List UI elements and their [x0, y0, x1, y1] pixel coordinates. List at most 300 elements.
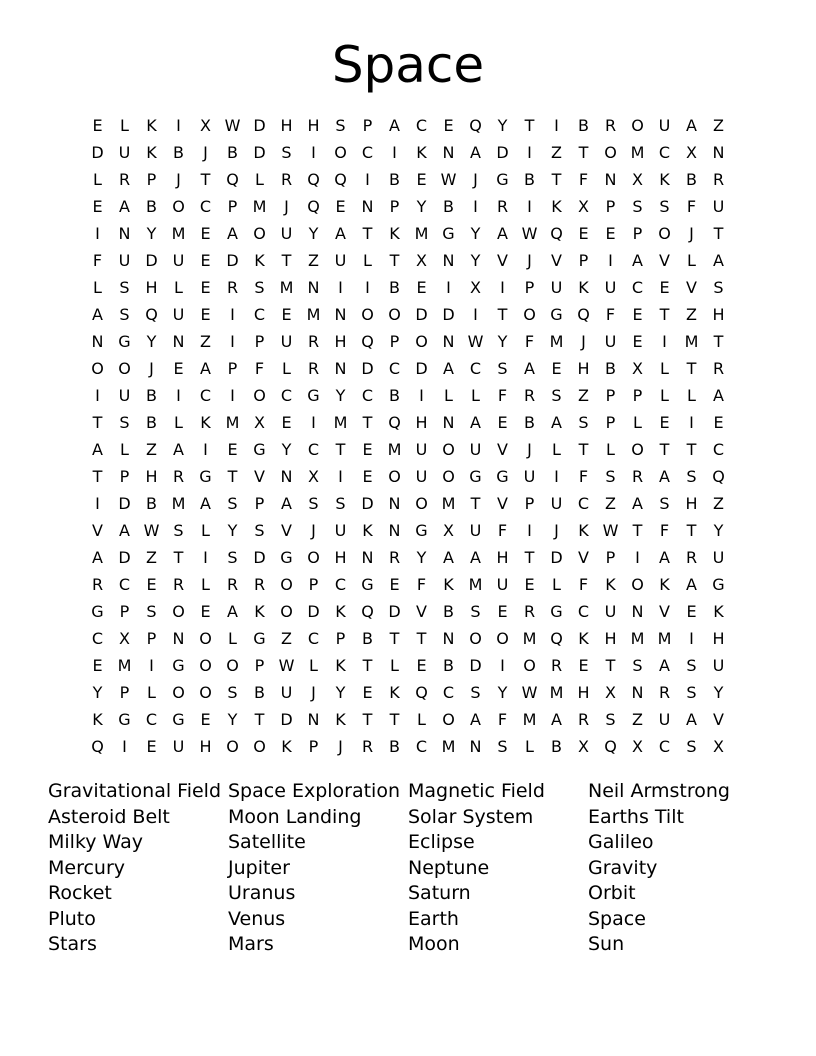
grid-letter[interactable]: Y — [146, 224, 157, 243]
grid-letter[interactable]: O — [172, 602, 185, 621]
grid-letter[interactable]: J — [311, 683, 316, 702]
grid-letter[interactable]: N — [469, 737, 482, 756]
grid-letter[interactable]: G — [361, 575, 374, 594]
grid-letter[interactable]: H — [307, 116, 320, 135]
grid-letter[interactable]: L — [606, 440, 615, 459]
grid-letter[interactable]: O — [604, 143, 617, 162]
grid-letter[interactable]: D — [469, 656, 482, 675]
grid-letter[interactable]: J — [527, 440, 532, 459]
grid-letter[interactable]: G — [91, 602, 104, 621]
grid-letter[interactable]: Z — [713, 116, 724, 135]
grid-letter[interactable]: I — [527, 143, 532, 162]
grid-letter[interactable]: B — [389, 170, 400, 189]
grid-letter[interactable]: G — [172, 710, 185, 729]
grid-letter[interactable]: Z — [605, 494, 616, 513]
grid-letter[interactable]: Q — [334, 170, 347, 189]
grid-letter[interactable]: O — [307, 548, 320, 567]
grid-letter[interactable]: A — [524, 359, 535, 378]
grid-letter[interactable]: T — [551, 170, 562, 189]
grid-letter[interactable]: U — [334, 251, 347, 270]
grid-letter[interactable]: X — [632, 170, 643, 189]
grid-letter[interactable]: G — [199, 467, 212, 486]
grid-letter[interactable]: E — [281, 305, 292, 324]
grid-letter[interactable]: F — [254, 359, 265, 378]
grid-letter[interactable]: P — [254, 656, 265, 675]
grid-letter[interactable]: I — [122, 737, 127, 756]
grid-letter[interactable]: T — [92, 413, 103, 432]
grid-letter[interactable]: Z — [308, 251, 319, 270]
grid-letter[interactable]: Y — [146, 332, 157, 351]
grid-letter[interactable]: R — [118, 170, 131, 189]
grid-letter[interactable]: C — [658, 143, 671, 162]
grid-letter[interactable]: U — [550, 494, 563, 513]
grid-letter[interactable]: O — [253, 737, 266, 756]
grid-letter[interactable]: U — [550, 278, 563, 297]
grid-letter[interactable]: K — [389, 224, 400, 243]
grid-letter[interactable]: E — [443, 116, 454, 135]
grid-letter[interactable]: D — [226, 251, 239, 270]
grid-letter[interactable]: R — [280, 170, 293, 189]
grid-letter[interactable]: H — [199, 737, 212, 756]
grid-letter[interactable]: H — [604, 629, 617, 648]
grid-letter[interactable]: T — [362, 413, 373, 432]
grid-letter[interactable]: A — [92, 440, 103, 459]
grid-letter[interactable]: Q — [307, 197, 320, 216]
grid-letter[interactable]: C — [577, 602, 590, 621]
grid-letter[interactable]: S — [686, 737, 697, 756]
grid-letter[interactable]: R — [226, 278, 239, 297]
grid-letter[interactable]: P — [632, 224, 643, 243]
grid-letter[interactable]: O — [118, 359, 131, 378]
grid-letter[interactable]: N — [388, 521, 401, 540]
grid-letter[interactable]: M — [117, 656, 132, 675]
grid-letter[interactable]: L — [120, 116, 129, 135]
grid-letter[interactable]: O — [388, 467, 401, 486]
grid-letter[interactable]: C — [307, 629, 320, 648]
grid-letter[interactable]: N — [307, 278, 320, 297]
grid-letter[interactable]: N — [604, 170, 617, 189]
grid-letter[interactable]: I — [473, 197, 478, 216]
grid-letter[interactable]: I — [176, 116, 181, 135]
grid-letter[interactable]: A — [92, 305, 103, 324]
grid-letter[interactable]: E — [92, 656, 103, 675]
grid-letter[interactable]: D — [253, 548, 266, 567]
grid-letter[interactable]: P — [362, 116, 373, 135]
grid-letter[interactable]: P — [308, 575, 319, 594]
grid-letter[interactable]: Q — [361, 602, 374, 621]
grid-letter[interactable]: X — [713, 737, 724, 756]
grid-letter[interactable]: S — [119, 305, 130, 324]
grid-letter[interactable]: S — [227, 683, 238, 702]
grid-letter[interactable]: Y — [470, 224, 481, 243]
grid-letter[interactable]: A — [686, 575, 697, 594]
grid-letter[interactable]: D — [307, 602, 320, 621]
grid-letter[interactable]: E — [173, 359, 184, 378]
grid-letter[interactable]: S — [497, 359, 508, 378]
grid-letter[interactable]: E — [281, 413, 292, 432]
grid-letter[interactable]: R — [361, 737, 374, 756]
grid-letter[interactable]: K — [659, 575, 670, 594]
grid-letter[interactable]: O — [631, 575, 644, 594]
grid-letter[interactable]: L — [201, 575, 210, 594]
grid-letter[interactable]: M — [630, 629, 645, 648]
grid-letter[interactable]: Y — [497, 332, 508, 351]
grid-letter[interactable]: J — [338, 737, 343, 756]
grid-letter[interactable]: Y — [281, 440, 292, 459]
grid-letter[interactable]: J — [284, 197, 289, 216]
grid-letter[interactable]: W — [521, 224, 538, 243]
grid-letter[interactable]: B — [389, 737, 400, 756]
grid-letter[interactable]: D — [91, 143, 104, 162]
grid-letter[interactable]: I — [176, 386, 181, 405]
grid-letter[interactable]: P — [119, 467, 130, 486]
grid-letter[interactable]: O — [280, 602, 293, 621]
grid-letter[interactable]: Q — [550, 629, 563, 648]
grid-letter[interactable]: G — [280, 548, 293, 567]
grid-letter[interactable]: L — [282, 359, 291, 378]
grid-letter[interactable]: B — [686, 170, 697, 189]
grid-letter[interactable]: M — [252, 197, 267, 216]
grid-letter[interactable]: V — [254, 467, 265, 486]
grid-letter[interactable]: B — [524, 413, 535, 432]
grid-letter[interactable]: R — [550, 656, 563, 675]
grid-letter[interactable]: M — [387, 440, 402, 459]
grid-letter[interactable]: Z — [200, 332, 211, 351]
grid-letter[interactable]: A — [470, 710, 481, 729]
grid-letter[interactable]: Y — [227, 521, 238, 540]
grid-letter[interactable]: C — [253, 305, 266, 324]
grid-letter[interactable]: H — [145, 278, 158, 297]
grid-letter[interactable]: O — [172, 683, 185, 702]
grid-letter[interactable]: A — [443, 548, 454, 567]
grid-letter[interactable]: S — [227, 548, 238, 567]
grid-letter[interactable]: B — [362, 629, 373, 648]
grid-letter[interactable]: I — [203, 440, 208, 459]
grid-letter[interactable]: U — [280, 332, 293, 351]
grid-letter[interactable]: M — [549, 332, 564, 351]
grid-letter[interactable]: F — [497, 710, 508, 729]
grid-letter[interactable]: K — [416, 143, 427, 162]
grid-letter[interactable]: O — [91, 359, 104, 378]
grid-letter[interactable]: P — [227, 197, 238, 216]
grid-letter[interactable]: T — [362, 656, 373, 675]
grid-letter[interactable]: M — [333, 413, 348, 432]
grid-letter[interactable]: T — [659, 305, 670, 324]
grid-letter[interactable]: Y — [470, 251, 481, 270]
grid-letter[interactable]: M — [468, 575, 483, 594]
grid-letter[interactable]: P — [605, 197, 616, 216]
grid-letter[interactable]: T — [227, 467, 238, 486]
grid-letter[interactable]: N — [307, 710, 320, 729]
grid-letter[interactable]: B — [443, 602, 454, 621]
grid-letter[interactable]: N — [172, 332, 185, 351]
grid-letter[interactable]: I — [338, 278, 343, 297]
grid-letter[interactable]: A — [713, 251, 724, 270]
grid-letter[interactable]: A — [281, 494, 292, 513]
grid-letter[interactable]: Z — [146, 440, 157, 459]
grid-letter[interactable]: J — [149, 359, 154, 378]
grid-letter[interactable]: N — [388, 494, 401, 513]
grid-letter[interactable]: E — [92, 116, 103, 135]
grid-letter[interactable]: Q — [604, 737, 617, 756]
grid-letter[interactable]: G — [415, 521, 428, 540]
grid-letter[interactable]: V — [92, 521, 103, 540]
grid-letter[interactable]: Q — [469, 116, 482, 135]
grid-letter[interactable]: R — [307, 359, 320, 378]
grid-letter[interactable]: I — [635, 548, 640, 567]
grid-letter[interactable]: G — [496, 170, 509, 189]
grid-letter[interactable]: X — [443, 521, 454, 540]
grid-letter[interactable]: Y — [713, 683, 724, 702]
grid-letter[interactable]: F — [578, 467, 589, 486]
grid-letter[interactable]: T — [389, 251, 400, 270]
grid-letter[interactable]: Y — [92, 683, 103, 702]
grid-letter[interactable]: P — [254, 494, 265, 513]
grid-letter[interactable]: Q — [226, 170, 239, 189]
grid-letter[interactable]: H — [415, 413, 428, 432]
grid-letter[interactable]: G — [118, 332, 131, 351]
grid-letter[interactable]: E — [92, 197, 103, 216]
grid-letter[interactable]: E — [200, 710, 211, 729]
grid-letter[interactable]: A — [227, 224, 238, 243]
grid-letter[interactable]: X — [200, 116, 211, 135]
grid-letter[interactable]: L — [471, 386, 480, 405]
grid-letter[interactable]: U — [496, 575, 509, 594]
grid-letter[interactable]: O — [388, 305, 401, 324]
grid-letter[interactable]: G — [253, 629, 266, 648]
grid-letter[interactable]: S — [254, 521, 265, 540]
grid-letter[interactable]: H — [145, 467, 158, 486]
grid-letter[interactable]: U — [172, 305, 185, 324]
grid-letter[interactable]: P — [605, 413, 616, 432]
grid-letter[interactable]: S — [632, 656, 643, 675]
grid-letter[interactable]: B — [146, 386, 157, 405]
grid-letter[interactable]: U — [172, 737, 185, 756]
grid-letter[interactable]: I — [608, 251, 613, 270]
grid-letter[interactable]: M — [684, 332, 699, 351]
grid-letter[interactable]: L — [255, 170, 264, 189]
grid-letter[interactable]: O — [253, 386, 266, 405]
grid-letter[interactable]: V — [659, 251, 670, 270]
grid-letter[interactable]: M — [657, 629, 672, 648]
grid-letter[interactable]: E — [659, 413, 670, 432]
grid-letter[interactable]: V — [416, 602, 427, 621]
grid-letter[interactable]: S — [173, 521, 184, 540]
grid-letter[interactable]: N — [442, 143, 455, 162]
grid-letter[interactable]: M — [441, 494, 456, 513]
grid-letter[interactable]: E — [416, 656, 427, 675]
grid-letter[interactable]: I — [527, 197, 532, 216]
grid-letter[interactable]: X — [119, 629, 130, 648]
grid-letter[interactable]: U — [712, 656, 725, 675]
grid-letter[interactable]: U — [658, 116, 671, 135]
grid-letter[interactable]: R — [226, 575, 239, 594]
grid-letter[interactable]: J — [311, 521, 316, 540]
grid-letter[interactable]: A — [470, 413, 481, 432]
grid-letter[interactable]: O — [280, 575, 293, 594]
grid-letter[interactable]: F — [686, 197, 697, 216]
grid-letter[interactable]: K — [578, 278, 589, 297]
grid-letter[interactable]: E — [497, 602, 508, 621]
grid-letter[interactable]: O — [469, 629, 482, 648]
grid-letter[interactable]: O — [361, 305, 374, 324]
grid-letter[interactable]: D — [388, 602, 401, 621]
grid-letter[interactable]: K — [335, 656, 346, 675]
grid-letter[interactable]: T — [659, 440, 670, 459]
grid-letter[interactable]: S — [605, 467, 616, 486]
grid-letter[interactable]: I — [95, 386, 100, 405]
grid-letter[interactable]: T — [686, 521, 697, 540]
grid-letter[interactable]: R — [523, 386, 536, 405]
grid-letter[interactable]: B — [146, 494, 157, 513]
grid-letter[interactable]: L — [687, 386, 696, 405]
grid-letter[interactable]: L — [633, 413, 642, 432]
grid-letter[interactable]: L — [687, 251, 696, 270]
grid-letter[interactable]: V — [659, 602, 670, 621]
grid-letter[interactable]: F — [92, 251, 103, 270]
grid-letter[interactable]: H — [712, 305, 725, 324]
grid-letter[interactable]: I — [230, 305, 235, 324]
grid-letter[interactable]: E — [686, 602, 697, 621]
grid-letter[interactable]: I — [419, 386, 424, 405]
grid-letter[interactable]: I — [689, 413, 694, 432]
grid-letter[interactable]: O — [658, 224, 671, 243]
grid-letter[interactable]: T — [497, 305, 508, 324]
grid-letter[interactable]: O — [226, 737, 239, 756]
grid-letter[interactable]: N — [118, 224, 131, 243]
grid-letter[interactable]: R — [388, 548, 401, 567]
grid-letter[interactable]: H — [280, 116, 293, 135]
grid-letter[interactable]: W — [467, 332, 484, 351]
grid-letter[interactable]: L — [660, 359, 669, 378]
grid-letter[interactable]: U — [712, 197, 725, 216]
grid-letter[interactable]: A — [389, 116, 400, 135]
grid-letter[interactable]: D — [118, 494, 131, 513]
grid-letter[interactable]: R — [604, 116, 617, 135]
grid-letter[interactable]: A — [173, 440, 184, 459]
grid-letter[interactable]: Y — [227, 710, 238, 729]
grid-letter[interactable]: P — [524, 494, 535, 513]
grid-letter[interactable]: K — [335, 710, 346, 729]
grid-letter[interactable]: E — [578, 224, 589, 243]
grid-letter[interactable]: T — [524, 548, 535, 567]
grid-letter[interactable]: J — [554, 521, 559, 540]
grid-letter[interactable]: G — [496, 467, 509, 486]
grid-letter[interactable]: U — [658, 710, 671, 729]
grid-letter[interactable]: L — [552, 440, 561, 459]
grid-letter[interactable]: K — [362, 521, 373, 540]
grid-letter[interactable]: C — [280, 386, 293, 405]
grid-letter[interactable]: C — [199, 386, 212, 405]
grid-letter[interactable]: Y — [335, 683, 346, 702]
grid-letter[interactable]: B — [389, 386, 400, 405]
grid-letter[interactable]: A — [443, 359, 454, 378]
grid-letter[interactable]: V — [281, 521, 292, 540]
grid-letter[interactable]: M — [171, 494, 186, 513]
grid-letter[interactable]: C — [91, 629, 104, 648]
grid-letter[interactable]: D — [496, 143, 509, 162]
grid-letter[interactable]: S — [335, 116, 346, 135]
grid-letter[interactable]: I — [689, 629, 694, 648]
grid-letter[interactable]: G — [118, 710, 131, 729]
grid-letter[interactable]: T — [605, 656, 616, 675]
grid-letter[interactable]: A — [227, 602, 238, 621]
grid-letter[interactable]: Y — [335, 386, 346, 405]
grid-letter[interactable]: P — [524, 278, 535, 297]
grid-letter[interactable]: I — [95, 494, 100, 513]
grid-letter[interactable]: E — [497, 413, 508, 432]
grid-letter[interactable]: O — [442, 467, 455, 486]
grid-letter[interactable]: W — [224, 116, 241, 135]
grid-letter[interactable]: E — [659, 278, 670, 297]
grid-letter[interactable]: T — [200, 170, 211, 189]
grid-letter[interactable]: A — [632, 494, 643, 513]
grid-letter[interactable]: E — [362, 467, 373, 486]
grid-letter[interactable]: P — [227, 359, 238, 378]
grid-letter[interactable]: N — [442, 413, 455, 432]
grid-letter[interactable]: K — [335, 602, 346, 621]
grid-letter[interactable]: U — [280, 224, 293, 243]
grid-letter[interactable]: Y — [416, 197, 427, 216]
grid-letter[interactable]: V — [497, 440, 508, 459]
grid-letter[interactable]: X — [686, 143, 697, 162]
grid-letter[interactable]: K — [146, 116, 157, 135]
grid-letter[interactable]: P — [605, 548, 616, 567]
grid-letter[interactable]: B — [443, 197, 454, 216]
grid-letter[interactable]: I — [230, 332, 235, 351]
grid-letter[interactable]: J — [473, 170, 478, 189]
grid-letter[interactable]: T — [281, 251, 292, 270]
grid-letter[interactable]: S — [281, 143, 292, 162]
grid-letter[interactable]: C — [388, 359, 401, 378]
grid-letter[interactable]: P — [335, 629, 346, 648]
grid-letter[interactable]: E — [632, 305, 643, 324]
grid-letter[interactable]: T — [92, 467, 103, 486]
grid-letter[interactable]: E — [200, 278, 211, 297]
grid-letter[interactable]: U — [523, 467, 536, 486]
grid-letter[interactable]: V — [686, 278, 697, 297]
grid-letter[interactable]: I — [527, 521, 532, 540]
grid-letter[interactable]: B — [389, 278, 400, 297]
grid-letter[interactable]: U — [334, 521, 347, 540]
grid-letter[interactable]: B — [173, 143, 184, 162]
grid-letter[interactable]: K — [200, 413, 211, 432]
grid-letter[interactable]: N — [631, 602, 644, 621]
grid-letter[interactable]: O — [253, 224, 266, 243]
grid-letter[interactable]: F — [605, 305, 616, 324]
grid-letter[interactable]: Z — [146, 548, 157, 567]
grid-letter[interactable]: M — [414, 224, 429, 243]
grid-letter[interactable]: R — [658, 683, 671, 702]
grid-letter[interactable]: W — [278, 656, 295, 675]
grid-letter[interactable]: D — [280, 710, 293, 729]
grid-letter[interactable]: G — [550, 305, 563, 324]
grid-letter[interactable]: O — [226, 656, 239, 675]
grid-letter[interactable]: G — [712, 575, 725, 594]
grid-letter[interactable]: E — [362, 683, 373, 702]
grid-letter[interactable]: R — [172, 575, 185, 594]
grid-letter[interactable]: N — [361, 548, 374, 567]
grid-letter[interactable]: Y — [713, 521, 724, 540]
grid-letter[interactable]: G — [442, 224, 455, 243]
grid-letter[interactable]: K — [389, 683, 400, 702]
grid-letter[interactable]: D — [415, 359, 428, 378]
grid-letter[interactable]: W — [602, 521, 619, 540]
grid-letter[interactable]: S — [497, 737, 508, 756]
grid-letter[interactable]: V — [578, 548, 589, 567]
grid-letter[interactable]: R — [577, 710, 590, 729]
grid-letter[interactable]: S — [551, 386, 562, 405]
